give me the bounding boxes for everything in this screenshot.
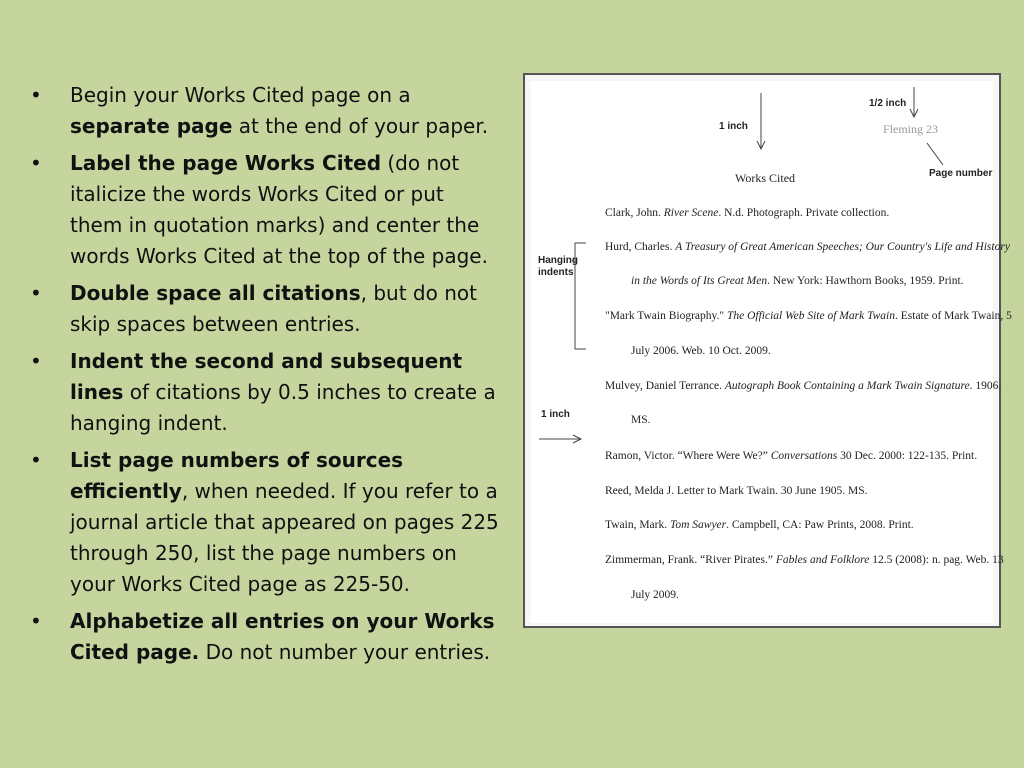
one-inch-top-label: 1 inch — [719, 121, 748, 132]
bullet-item: • Alphabetize all entries on your Works Cited page. Do not number your entries. — [30, 606, 500, 668]
works-cited-heading: Works Cited — [735, 171, 796, 185]
running-header: Fleming 23 — [883, 122, 939, 136]
citation-line: MS. — [631, 414, 651, 426]
citation-line: Reed, Melda J. Letter to Mark Twain. 30 June 1905. MS. — [605, 485, 868, 497]
citation-line: Zimmerman, Frank. “River Pirates.” Fables and Folklore 12.5 (2008): n. pag. Web. 13 — [605, 554, 1004, 566]
citation-line: Mulvey, Daniel Terrance. Autograph Book Containing a Mark Twain Signature. 1906. — [605, 380, 1002, 392]
citation-line: Ramon, Victor. “Where Were We?” Conversations 30 Dec. 2000: 122-135. Print. — [605, 450, 978, 462]
citation-line: Clark, John. River Scene. N.d. Photograph. Private collection. — [605, 207, 890, 219]
citation-line: July 2009. — [631, 589, 679, 601]
bullet-list — [30, 80, 500, 674]
citation-line: in the Words of Its Great Men. New York: Hawthorn Books, 1959. Print. — [631, 275, 964, 287]
example-page — [531, 81, 1012, 623]
bullet-item: • Double space all citations, but do not skip spaces between entries. — [30, 278, 500, 340]
bullet-dot-icon: • — [30, 281, 42, 305]
page-number-label: Page number — [929, 168, 993, 179]
citation-line: July 2006. Web. 10 Oct. 2009. — [631, 345, 771, 357]
bullet-dot-icon: • — [30, 151, 42, 175]
one-inch-left-label: 1 inch — [541, 409, 570, 420]
annotation-arrows — [531, 81, 997, 627]
bullet-dot-icon: • — [30, 448, 42, 472]
bullet-item: • Begin your Works Cited page on a separate page at the end of your paper. — [30, 80, 500, 142]
citation-line: "Mark Twain Biography." The Official Web Site of Mark Twain. Estate of Mark Twain, 5 — [605, 310, 1012, 322]
bullet-dot-icon: • — [30, 349, 42, 373]
citation-line: Twain, Mark. Tom Sawyer. Campbell, CA: Paw Prints, 2008. Print. — [605, 519, 914, 531]
half-inch-label: 1/2 inch — [869, 98, 907, 109]
bullet-dot-icon: • — [30, 609, 42, 633]
bullet-dot-icon: • — [30, 83, 42, 107]
works-cited-example-figure — [523, 73, 1012, 628]
bullet-item: • List page numbers of sources efficiently, when needed. If you refer to a journal article that appeared on pages 225 through 250, list the page numbers on your Works Cited page as 225-50. — [30, 445, 500, 600]
page-number-pointer — [927, 143, 943, 165]
citation-line: Hurd, Charles. A Treasury of Great American Speeches; Our Country's Life and History — [605, 241, 1010, 253]
bullet-item: • Indent the second and subsequent lines of citations by 0.5 inches to create a hanging indent. — [30, 346, 500, 439]
hanging-indents-label: Hanging indents — [538, 255, 578, 278]
bullet-item: • Label the page Works Cited (do not italicize the words Works Cited or put them in quotation marks) and center the words Works Cited at the top of the page. — [30, 148, 500, 272]
hanging-indent-bracket — [575, 243, 586, 349]
